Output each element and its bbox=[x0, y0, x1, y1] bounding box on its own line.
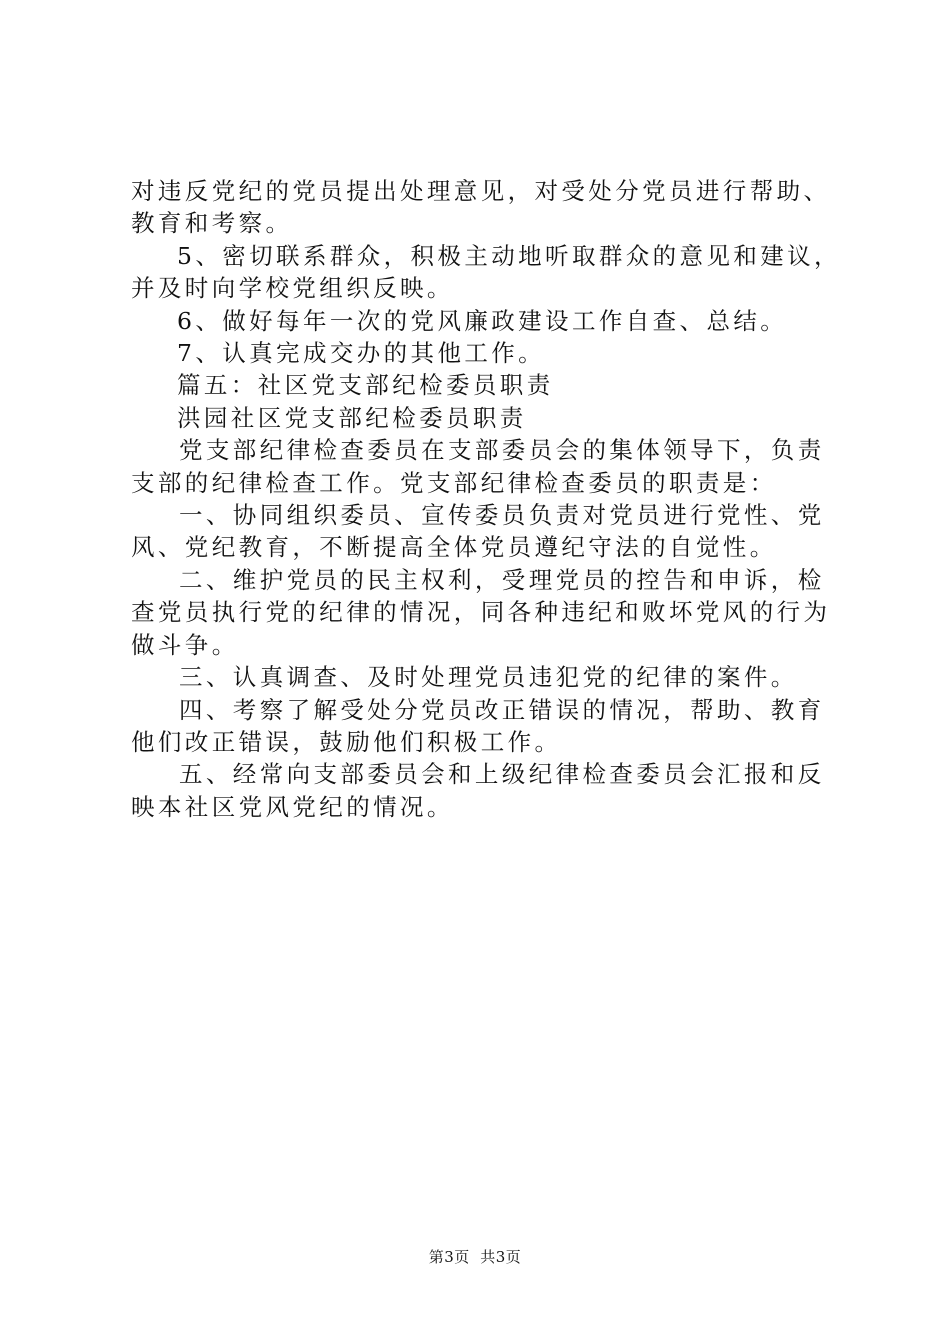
section-subtitle: 洪园社区党支部纪检委员职责 bbox=[177, 403, 527, 432]
paragraph-1: 5、密切联系群众，积极主动地听取群众的意见和建议，并及时向学校党组织反映。 bbox=[131, 241, 841, 303]
paragraph-6: 党支部纪律检查委员在支部委员会的集体领导下，负责支部的纪律检查工作。党支部纪律检查委员的职责是： bbox=[131, 436, 825, 497]
document-body bbox=[131, 175, 843, 823]
paragraph-2: 6、做好每年一次的党风廉政建设工作自查、总结。 bbox=[177, 306, 788, 335]
paragraph-9: 三、认真调查、及时处理党员违犯党的纪律的案件。 bbox=[179, 663, 798, 692]
paragraph-3: 7、认真完成交办的其他工作。 bbox=[177, 339, 546, 368]
paragraph-7: 一、协同组织委员、宣传委员负责对党员进行党性、党风、党纪教育，不断提高全体党员遵纪守法的自觉性。 bbox=[131, 501, 825, 562]
paragraph-10: 四、考察了解受处分党员改正错误的情况，帮助、教育他们改正错误，鼓励他们积极工作。 bbox=[131, 695, 825, 756]
page-footer bbox=[0, 1246, 950, 1267]
paragraph-11: 五、经常向支部委员会和上级纪律检查委员会汇报和反映本社区党风党纪的情况。 bbox=[131, 760, 825, 821]
paragraph-0: 对违反党纪的党员提出处理意见，对受处分党员进行帮助、教育和考察。 bbox=[131, 177, 831, 238]
section-heading: 篇五：社区党支部纪检委员职责 bbox=[177, 371, 554, 400]
page-number: 第3页 共3页 bbox=[428, 1248, 522, 1266]
paragraph-8: 二、维护党员的民主权利，受理党员的控告和申诉，检查党员执行党的纪律的情况，同各种违纪和败坏党风的行为做斗争。 bbox=[131, 565, 831, 659]
